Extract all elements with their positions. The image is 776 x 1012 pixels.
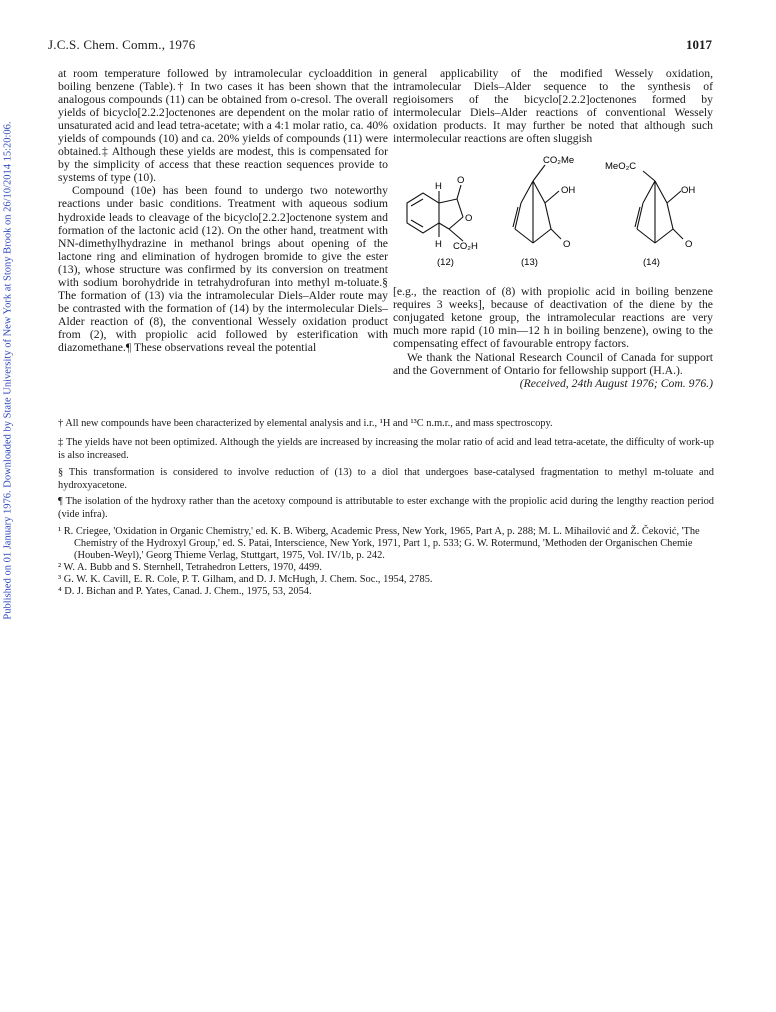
s13-label: (13) (521, 257, 538, 269)
s14-o: O (685, 239, 693, 251)
left-column (58, 67, 388, 354)
footnote-pilcrow (58, 496, 714, 521)
reference-4: ⁴ D. J. Bichan and P. Yates, Canad. J. Chem., 1975, 53, 2054. (58, 585, 312, 597)
s13-o: O (563, 239, 571, 251)
s14-label: (14) (643, 257, 660, 269)
right-paragraph-3: We thank the National Research Council of Canada for support and the Government of Ontario for fellowship support (H.A.). (393, 350, 713, 377)
s12-h-bottom: H (435, 239, 442, 251)
received-date: (Received, 24th August 1976; Com. 976.) (519, 376, 713, 390)
references (58, 526, 714, 597)
reference-2: ² W. A. Bubb and S. Sternhell, Tetrahedron Letters, 1970, 4499. (58, 561, 322, 573)
s13-co2me: CO₂Me (543, 155, 575, 167)
footnote-dagger (58, 418, 714, 431)
download-watermark: Published on 01 January 1976. Downloaded by State University of New York at Stony Brook on 26/10/2014 15:20:06. (2, 121, 14, 620)
footnote-3: § This transformation is considered to involve reduction of (13) to a diol that undergoes base-catalysed fragmentation to methyl m-toluate and hydroxyacetone. (58, 467, 714, 491)
s13-oh: OH (561, 185, 576, 197)
s12-h-top: H (435, 181, 442, 193)
structures-figure (393, 151, 713, 281)
footnote-section (58, 467, 714, 492)
right-paragraph-2: [e.g., the reaction of (8) with propiolic acid in boiling benzene requires 3 weeks], because of deactivation of the diene by the conjugated ketone group, the intramolecular reactions are very much more rapid (10 min—12 h in boiling benzene), owing to the compensating effect of favourable entropy factors. (393, 285, 713, 351)
chemical-structures (393, 151, 713, 281)
s12-label: (12) (437, 257, 454, 269)
right-column (393, 67, 713, 390)
left-paragraph-2: Compound (10e) has been found to undergo two noteworthy reactions under basic conditions. Treatment with aqueous sodium hydroxide leads to cleavage of the bicyclo[2.2.2]octenone system and formation of the lactonic acid (12). On the other hand, treatment with NN-dimethylhydrazine in methanol brings about opening of the lactone ring and elimination of hydrogen bromide to give the ester (13), whose structure was confirmed by its conversion on treatment with sodium borohydride in tetrahydrofuran into methyl m-toluate.§ The formation of (13) via the intramolecular Diels–Alder route may be contrasted with the formation of (14) by the intermolecular Diels–Alder reaction of (8), the conventional Wessely oxidation product from (2), with propiolic acid followed by esterification with diazomethane.¶ These observations reveal the potential (58, 184, 388, 354)
s12-co2h: CO₂H (453, 241, 478, 253)
structure-13 (513, 165, 561, 243)
s12-o-ring: O (465, 213, 473, 225)
page-number: 1017 (686, 37, 712, 52)
structure-14 (635, 171, 683, 243)
footnote-2: ‡ The yields have not been optimized. Although the yields are increased by increasing the molar ratio of acid and lead tetra-acetate, the difficulty of work-up is also increased. (58, 437, 714, 461)
reference-1: ¹ R. Criegee, 'Oxidation in Organic Chemistry,' ed. K. B. Wiberg, Academic Press, New York, 1965, Part A, p. 288; M. L. Mihailović and Ž. Čeković, 'The Chemistry of the Hydroxyl Group,' ed. S. Patai, Interscience, New York, 1971, Part 1, p. 533; G. W. Rotermund, 'Methoden der Organischen Chemie (Houben-Weyl),' Georg Thieme Verlag, Stuttgart, 1975, Vol. IV/1b, p. 242. (58, 526, 700, 561)
footnote-4: ¶ The isolation of the hydroxy rather than the acetoxy compound is attributable to ester exchange with the propiolic acid during the lengthy reaction period (vide infra). (58, 496, 714, 520)
footnote-1: † All new compounds have been characterized by elemental analysis and i.r., ¹H and ¹³C n.m.r., and mass spectroscopy. (58, 418, 553, 429)
s14-meo2c: MeO₂C (605, 161, 637, 173)
reference-3: ³ G. W. K. Cavill, E. R. Cole, P. T. Gilham, and D. J. McHugh, J. Chem. Soc., 1954, 2785. (58, 573, 433, 585)
structure-12 (407, 185, 463, 241)
s14-oh: OH (681, 185, 696, 197)
right-paragraph-1: general applicability of the modified Wessely oxidation, intramolecular Diels–Alder sequence to the synthesis of regioisomers of the bicyclo[2.2.2]octenones formed by intermolecular Diels–Alder reactions of conventional Wessely oxidation products. It may further be noted that although such intermolecular reactions are often sluggish (393, 67, 713, 146)
s12-o-top: O (457, 175, 465, 187)
footnote-double-dagger (58, 437, 714, 462)
running-header-journal: J.C.S. Chem. Comm., 1976 (48, 37, 196, 52)
left-paragraph-1: at room temperature followed by intramolecular cycloaddition in boiling benzene (Table).† In two cases it has been shown that the analogous compounds (11) can be obtained from o-cresol. The overall yields of bicyclo[2.2.2]octenones are dependent on the molar ratio of unsaturated acid and lead tetra-acetate; with a 4:1 molar ratio, ca. 40% yields of compounds (10) and ca. 20% yields of compounds (11) were obtained.‡ Although these yields are modest, this is compensated for by the simplicity of access that these reaction sequences provide to systems of type (10). (58, 67, 388, 185)
